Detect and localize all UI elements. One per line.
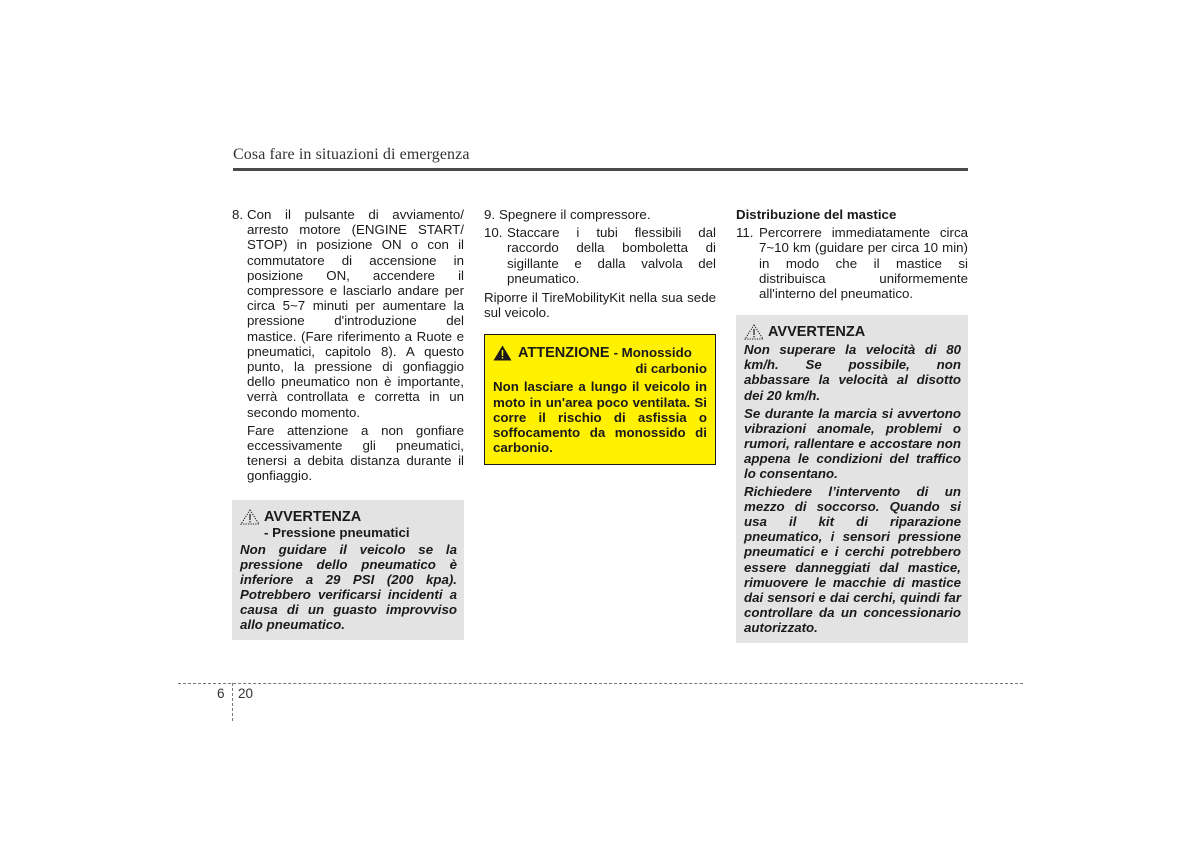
warning-triangle-icon [744, 324, 764, 340]
step-11 [736, 225, 968, 301]
step-10-text: Staccare i tubi flessibili dal raccordo della bomboletta di sigillante e dalla valvola del pneumatico. [507, 225, 716, 286]
footer-divider [178, 683, 1023, 684]
carbon-monoxide-attention-box [484, 334, 716, 464]
speed-warning-box [736, 315, 968, 643]
attention-title-row [493, 345, 707, 361]
column-right [736, 207, 968, 643]
page-number: 20 [238, 686, 254, 701]
warning-text-3: Richiedere l’intervento di un mezzo di soccorso. Quando si usa il kit di riparazione pneumatico, i sensori pressione pneumatici e i cerchi potrebbero essere danneggiati dal mastice, rimuovere le macchie di mastice dai sensori e dai cerchi, quindi far controllare da un concessionario autorizzato. [744, 484, 961, 635]
step-9-text: Spegnere il compressore. [499, 207, 651, 222]
page-header-title: Cosa fare in situazioni di emergenza [233, 146, 470, 163]
step-9-number: 9. [484, 207, 496, 222]
attention-text: Non lasciare a lungo il veicolo in moto in un'area poco ventilata. Si corre il rischio di asfissia o soffocamento da monossido di carbonio. [493, 379, 707, 455]
warning-title: AVVERTENZA [768, 324, 866, 341]
step-11-number: 11. [736, 225, 754, 241]
tire-pressure-warning-box [232, 500, 464, 641]
caution-triangle-icon [493, 345, 512, 361]
step-10-number: 10. [484, 225, 503, 241]
attention-subtitle-2: di carbonio [635, 361, 707, 377]
step-8-number: 8. [232, 207, 244, 222]
step-11-text: Percorrere immediatamente circa 7~10 km (guidare per circa 10 min) in modo che il mastice si distribuisca uniformemente all'interno del pneumatico. [759, 225, 968, 302]
inflation-caution-paragraph: Fare attenzione a non gonfiare eccessivamente gli pneumatici, tenersi a debita distanza durante il gonfiaggio. [247, 422, 464, 484]
warning-title-row [744, 324, 961, 340]
warning-subtitle: - Pressione pneumatici [264, 524, 410, 540]
warning-text-1: Non superare la velocità di 80 km/h. Se possibile, non abbassare la velocità al disotto dei 20 km/h. [744, 342, 961, 403]
header-divider [233, 168, 968, 171]
warning-text: Non guidare il veicolo se la pressione dello pneumatico è inferiore a 29 PSI (200 kpa). Potrebbero verificarsi incidenti a causa di un guasto improvviso allo pneumatico. [240, 541, 457, 633]
column-left [232, 207, 464, 640]
warning-title: AVVERTENZA [264, 508, 362, 525]
column-middle [484, 207, 716, 465]
warning-text-2: Se durante la marcia si avvertono vibrazioni anomale, problemi o rumori, rallentare e accostare non appena le condizioni del traffico lo consentano. [744, 405, 961, 481]
step-8-text: Con il pulsante di avviamento/ arresto motore (ENGINE START/ STOP) in posizione ON o con il commutatore di accensione in posizione ON, accendere il compressore e lasciarlo andare per circa 5~7 minuti per aumentare la pressione d'introduzione del mastice. (Fare riferimento a Ruote e pneumatici, capitolo 8). A questo punto, la pressione di gonfiaggio dello pneumatico non è importante, verrà controllata e corretta in un secondo momento. [247, 207, 464, 420]
warning-triangle-icon [240, 509, 260, 525]
step-8 [232, 207, 464, 420]
step-9 [484, 207, 716, 222]
attention-subtitle-1: - Monossido [613, 345, 692, 361]
section-heading: Distribuzione del mastice [736, 207, 897, 222]
footer-vertical-divider [232, 683, 233, 721]
warning-title-row [240, 509, 457, 525]
chapter-number: 6 [217, 686, 225, 701]
store-kit-paragraph: Riporre il TireMobilityKit nella sua sede sul veicolo. [484, 290, 716, 321]
attention-title: ATTENZIONE [518, 345, 610, 362]
step-10 [484, 225, 716, 286]
